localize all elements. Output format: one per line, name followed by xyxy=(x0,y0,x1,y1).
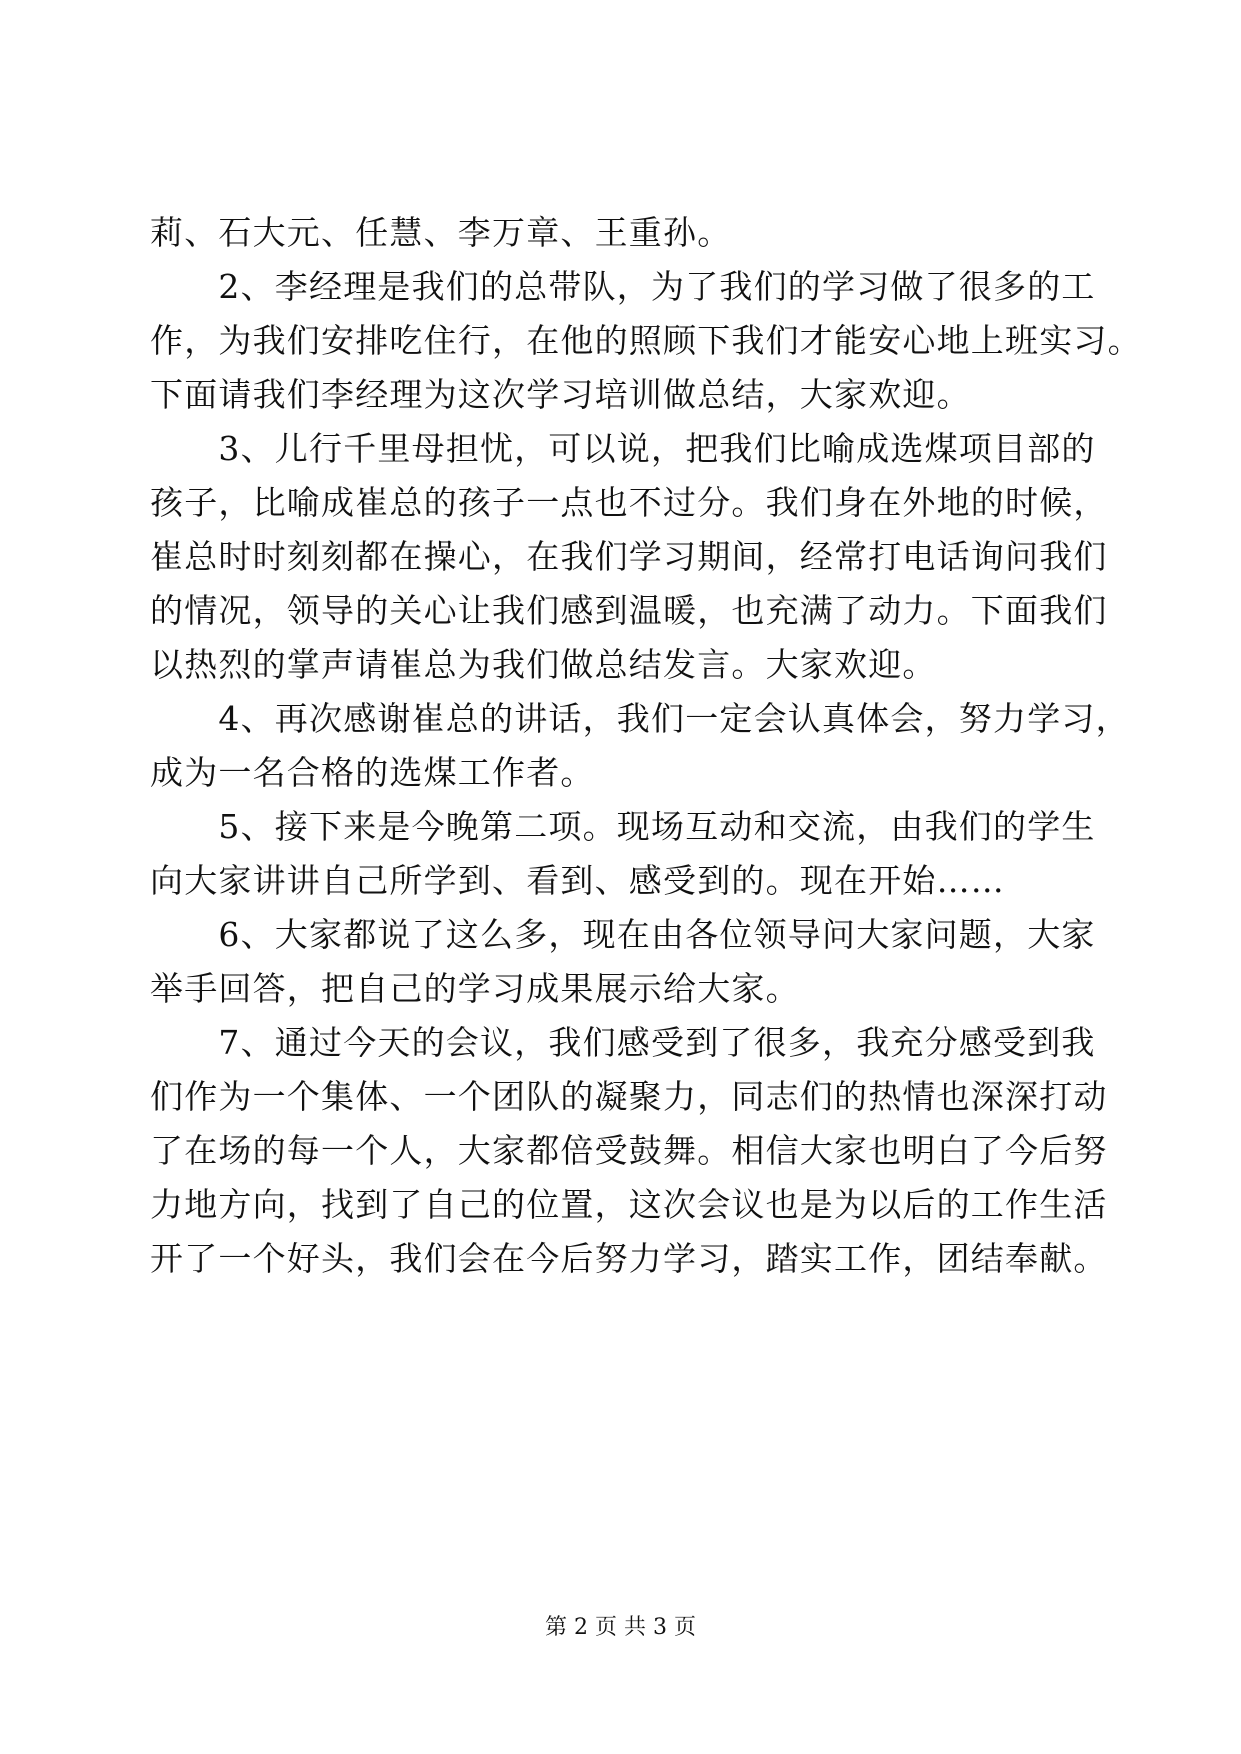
text-line: 3、儿行千里母担忧，可以说，把我们比喻成选煤项目部的 xyxy=(150,429,1096,468)
text-line: 成为一名合格的选煤工作者。 xyxy=(150,753,595,792)
text-line: 作，为我们安排吃住行，在他的照顾下我们才能安心地上班实习。 xyxy=(150,321,1142,360)
text-line: 向大家讲讲自己所学到、看到、感受到的。现在开始…… xyxy=(150,861,1005,900)
text-line: 2、李经理是我们的总带队，为了我们的学习做了很多的工 xyxy=(150,267,1096,306)
text-line: 7、通过今天的会议，我们感受到了很多，我充分感受到我 xyxy=(150,1023,1096,1062)
text-line: 下面请我们李经理为这次学习培训做总结，大家欢迎。 xyxy=(150,375,971,414)
text-line: 崔总时时刻刻都在操心，在我们学习期间，经常打电话询问我们 xyxy=(150,537,1108,576)
text-line: 6、大家都说了这么多，现在由各位领导问大家问题，大家 xyxy=(150,915,1096,954)
text-line: 了在场的每一个人，大家都倍受鼓舞。相信大家也明白了今后努 xyxy=(150,1131,1108,1170)
page-number-footer: 第 2 页 共 3 页 xyxy=(545,1615,696,1640)
text-line: 5、接下来是今晚第二项。现场互动和交流，由我们的学生 xyxy=(150,807,1096,846)
text-line: 以热烈的掌声请崔总为我们做总结发言。大家欢迎。 xyxy=(150,645,937,684)
text-line: 们作为一个集体、一个团队的凝聚力，同志们的热情也深深打动 xyxy=(150,1077,1108,1116)
text-line: 孩子，比喻成崔总的孩子一点也不过分。我们身在外地的时候， xyxy=(150,483,1108,522)
text-line: 莉、石大元、任慧、李万章、王重孙。 xyxy=(150,213,732,252)
text-line: 的情况，领导的关心让我们感到温暖，也充满了动力。下面我们 xyxy=(150,591,1108,630)
text-line: 4、再次感谢崔总的讲话，我们一定会认真体会，努力学习， xyxy=(150,699,1130,738)
text-line: 力地方向，找到了自己的位置，这次会议也是为以后的工作生活 xyxy=(150,1185,1108,1224)
text-line: 开了一个好头，我们会在今后努力学习，踏实工作，团结奉献。 xyxy=(150,1239,1108,1278)
text-line: 举手回答，把自己的学习成果展示给大家。 xyxy=(150,969,800,1008)
